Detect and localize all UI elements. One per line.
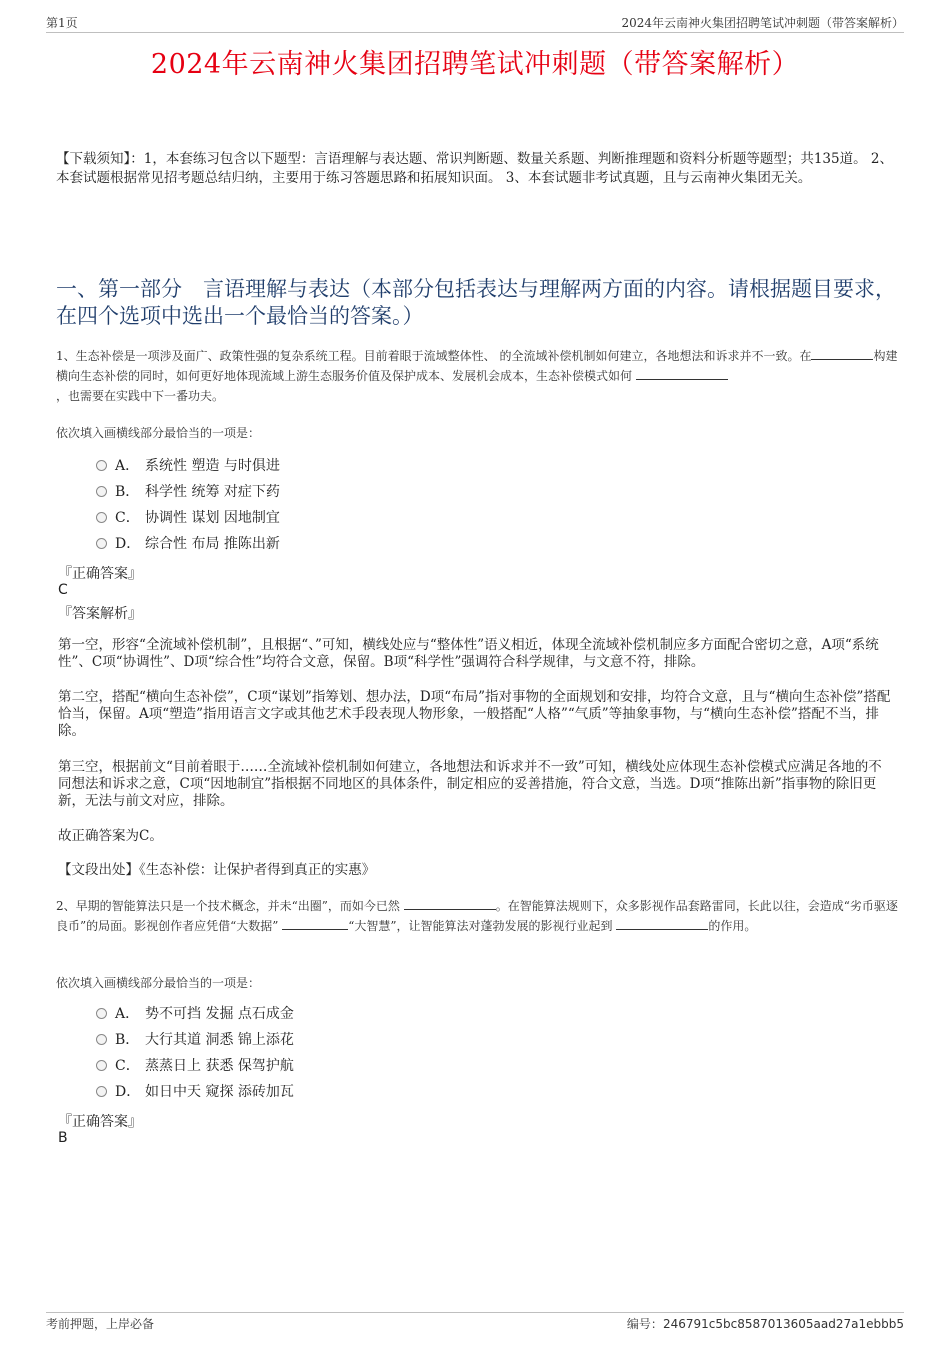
footer-code: [627, 1315, 904, 1332]
q1-option-a[interactable]: [96, 455, 280, 477]
blank-line: [636, 367, 728, 380]
radio-icon[interactable]: [96, 1060, 107, 1071]
page-footer: [46, 1312, 904, 1331]
q2-option-a[interactable]: [96, 1003, 294, 1025]
page-header: [46, 14, 904, 33]
section-heading: 一、第一部分 言语理解与表达（本部分包括表达与理解两方面的内容。请根据题目要求，在四个选项中选出一个最恰当的答案。）: [56, 277, 896, 328]
option-letter: D．: [115, 1084, 141, 1100]
analysis-label: 『答案解析』: [58, 606, 142, 622]
q2-stem-part-a: 2、早期的智能算法只是一个技术概念，并未“出圈”，而如今已然: [56, 899, 400, 913]
footer-slogan: 考前押题，上岸必备: [46, 1317, 155, 1331]
document-title: 2024年云南神火集团招聘笔试冲刺题（带答案解析）: [150, 49, 800, 80]
option-letter: C．: [115, 510, 140, 526]
radio-icon[interactable]: [96, 486, 107, 497]
analysis-paragraph: 第一空，形容“全流域补偿机制”，且根据“、”可知，横线处应与“整体性”语义相近，体现全流域补偿机制应多方面配合密切之意，A项“系统性”、C项“协调性”、D项“综合性”均符合文意，保留。B项“科学性”强调符合科学规律，与文意不符，排除。: [58, 637, 879, 670]
download-notice: 【下载须知】：1，本套练习包含以下题型：言语理解与表达题、常识判断题、数量关系题、判断推理题和资料分析题等题型；共135道。 2、本套试题根据常见招考题总结归纳，主要用于练习答题思路和拓展知识面。 3、本套试题非考试真题，且与云南神火集团无关。: [56, 151, 893, 186]
q1-stem-part-c: ，也需要在实践中下一番功夫。: [56, 389, 225, 403]
q2-stem-part-c: “大智慧”，让智能算法对蓬勃发展的影视行业起到: [348, 919, 613, 933]
q2-option-c[interactable]: [96, 1055, 294, 1077]
option-text: 势不可挡 发掘 点石成金: [145, 1006, 294, 1022]
q2-option-b[interactable]: [96, 1029, 294, 1051]
radio-icon[interactable]: [96, 1034, 107, 1045]
correct-answer-label: 『正确答案』: [58, 1114, 142, 1130]
blank-line: [811, 347, 873, 360]
option-letter: C．: [115, 1058, 140, 1074]
q1-option-b[interactable]: [96, 481, 280, 503]
radio-icon[interactable]: [96, 538, 107, 549]
radio-icon[interactable]: [96, 1008, 107, 1019]
option-text: 科学性 统筹 对症下药: [145, 484, 280, 500]
option-text: 协调性 谋划 因地制宜: [145, 510, 280, 526]
option-letter: B．: [115, 1032, 140, 1048]
radio-icon[interactable]: [96, 460, 107, 471]
option-letter: D．: [115, 536, 141, 552]
correct-answer-label: 『正确答案』: [58, 566, 142, 582]
q2-option-d[interactable]: [96, 1081, 294, 1103]
footer-code-value: 246791c5bc8587013605aad27a1ebbb5: [662, 1317, 904, 1331]
question-2-prompt: 依次填入画横线部分最恰当的一项是：: [56, 976, 261, 990]
option-text: 系统性 塑造 与时俱进: [145, 458, 280, 474]
q1-option-d[interactable]: [96, 533, 280, 555]
analysis-conclusion: 故正确答案为C。: [58, 828, 163, 844]
option-text: 蒸蒸日上 获悉 保驾护航: [145, 1058, 294, 1074]
radio-icon[interactable]: [96, 1086, 107, 1097]
source-citation: 【文段出处】《生态补偿：让保护者得到真正的实惠》: [58, 862, 376, 878]
q2-stem-part-b: 。在智能算法规则下，众多影视作品套路雷同，长此以往，会造成“劣币驱逐良币”的局面。影视创作者应凭借“大数据”: [56, 899, 898, 933]
footer-code-label: 编号：: [626, 1317, 663, 1331]
option-letter: A．: [115, 1006, 140, 1022]
option-text: 大行其道 洞悉 锦上添花: [145, 1032, 294, 1048]
q1-stem-part-a: 1、生态补偿是一项涉及面广、政策性强的复杂系统工程。目前着眼于流域整体性、 的全流域补偿机制如何建立，各地想法和诉求并不一致。在: [56, 349, 812, 363]
question-1-stem: [56, 346, 898, 406]
analysis-paragraph: 第二空，搭配“横向生态补偿”，C项“谋划”指筹划、想办法，D项“布局”指对事物的全面规划和安排，均符合文意，且与“横向生态补偿”搭配恰当，保留。A项“塑造”指用语言文字或其他艺术手段表现人物形象，一般搭配“人格”“气质”等抽象事物，与“横向生态补偿”搭配不当，排除。: [58, 689, 891, 739]
page-number: 第1页: [46, 16, 78, 30]
analysis-paragraph: 第三空，根据前文“目前着眼于……全流域补偿机制如何建立，各地想法和诉求并不一致”可知，横线处应体现生态补偿模式应满足各地的不同想法和诉求之意，C项“因地制宜”指根据不同地区的具体条件，制定相应的妥善措施，符合文意，当选。D项“推陈出新”指事物的除旧更新，无法与前文对应，排除。: [58, 759, 882, 809]
q2-answer: B: [58, 1130, 68, 1146]
blank-line: [616, 917, 708, 930]
option-letter: B．: [115, 484, 140, 500]
q2-stem-part-d: 的作用。: [708, 919, 757, 933]
blank-line: [404, 897, 496, 910]
q1-stem-part-b: 构建横向生态补偿的同时，如何更好地体现流域上游生态服务价值及保护成本、发展机会成本，生态补偿模式如何: [56, 349, 898, 383]
header-doc-title: 2024年云南神火集团招聘笔试冲刺题（带答案解析）: [621, 16, 904, 30]
q1-answer: C: [58, 582, 68, 598]
radio-icon[interactable]: [96, 512, 107, 523]
blank-line: [282, 917, 348, 930]
q1-option-c[interactable]: [96, 507, 280, 529]
option-letter: A．: [115, 458, 140, 474]
option-text: 如日中天 窥探 添砖加瓦: [145, 1084, 294, 1100]
option-text: 综合性 布局 推陈出新: [145, 536, 280, 552]
question-1-prompt: 依次填入画横线部分最恰当的一项是：: [56, 426, 261, 440]
question-2-stem: [56, 896, 898, 936]
